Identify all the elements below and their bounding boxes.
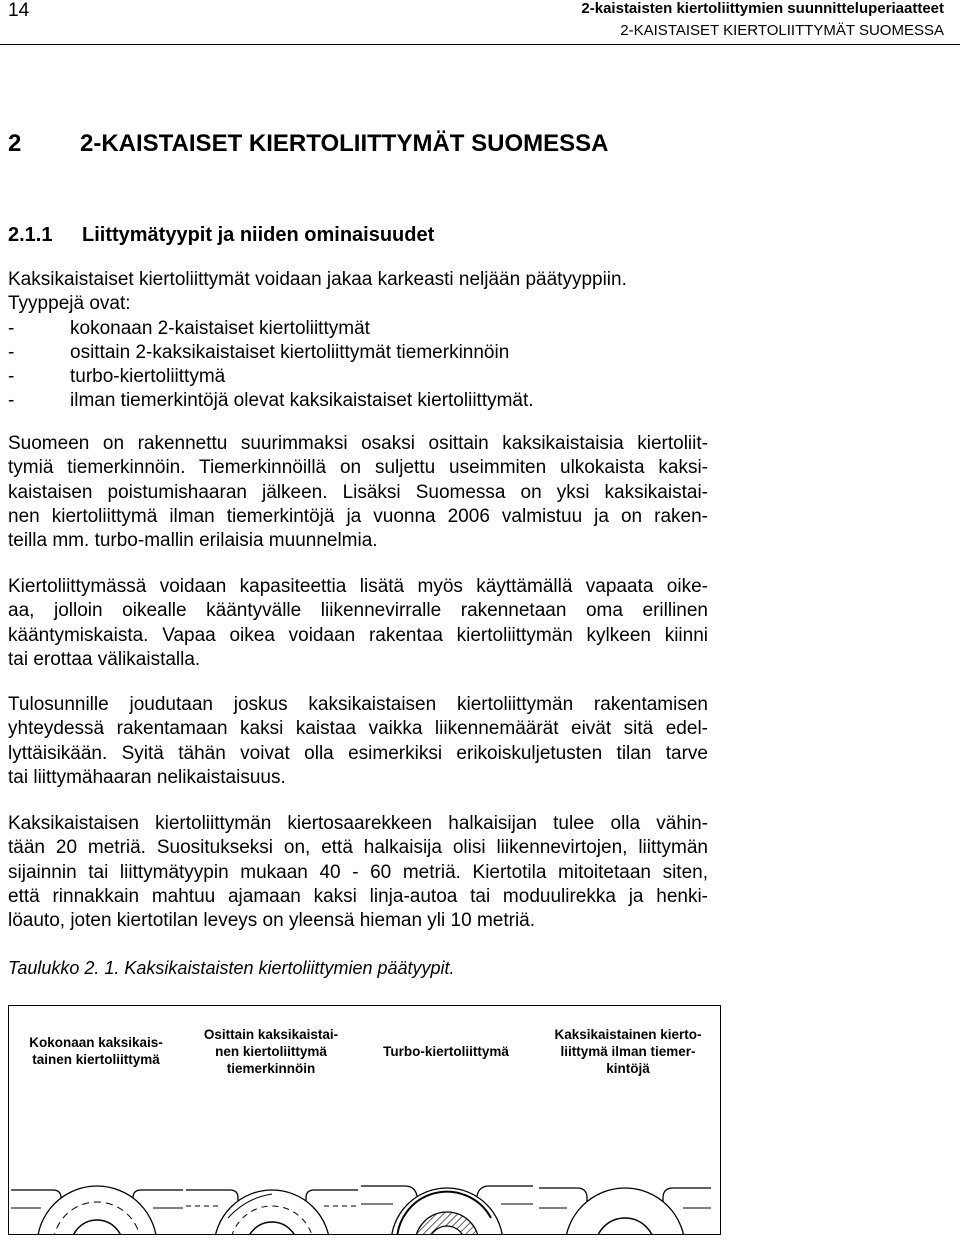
- paragraph-line: teilla mm. turbo-mallin erilaisia muunnelmia.: [8, 530, 378, 552]
- list-item-text: turbo-kiertoliittymä: [70, 366, 226, 388]
- paragraph-line: kääntymiskaista. Vapaa oikea voidaan rakentaa kiertoliittymän kylkeen kiinni: [8, 624, 708, 646]
- subsection-number: 2.1.1: [8, 224, 53, 246]
- header-line: Turbo-kiertoliittymä: [383, 1043, 509, 1059]
- paragraph-line: kaistaisen poistumishaaran jälkeen. Lisäksi Suomessa on yksi kaksikaistai-: [8, 481, 708, 503]
- header-line: tainen kiertoliittymä: [32, 1052, 160, 1067]
- paragraph-line: nen kiertoliittymä ilman tiemerkintöjä ja vuonna 2006 valmistuu ja on raken-: [8, 505, 708, 527]
- header-line: Osittain kaksikaistai-: [203, 1026, 339, 1042]
- unmarked-two-lane-roundabout-icon: [539, 1098, 711, 1234]
- table-header-cell: [10, 1020, 182, 1082]
- list-item: [8, 317, 708, 341]
- paragraph-line: lyttäisikään. Syitä tähän voivat olla esimerkiksi erikoiskuljetusten tilan tarve: [8, 742, 708, 764]
- section-title: 2-KAISTAISET KIERTOLIITTYMÄT SUOMESSA: [80, 130, 609, 157]
- list-dash: -: [8, 390, 15, 412]
- subsection-heading: [8, 224, 434, 247]
- paragraph-line: löauto, joten kiertotilan leveys on yleensä hieman yli 10 metriä.: [8, 910, 536, 932]
- roundabout-types-table: [8, 1005, 721, 1235]
- paragraph-line: tai liittymähaaran nelikaistaisuus.: [8, 766, 286, 788]
- paragraph-line: Kaksikaistaiset kiertoliittymät voidaan jakaa karkeasti neljään päätyyppiin.: [8, 269, 627, 290]
- paragraph-dimensions: [8, 812, 708, 933]
- paragraph-line: Kaksikaistaisen kiertoliittymän kiertosaarekkeen halkaisijan tulee olla vähin-: [8, 813, 708, 834]
- paragraph-finnish-roundabouts: [8, 432, 708, 553]
- section-heading: [8, 130, 608, 158]
- header-line: liittymä ilman tiemer-: [560, 1043, 696, 1059]
- paragraph-line: sijainnin tai liittymätyypin mukaan 40 - 60 metriä. Kiertotila mitoitetaan siten,: [8, 861, 708, 883]
- turbo-roundabout-icon: [361, 1098, 533, 1234]
- list-dash: -: [8, 341, 15, 363]
- list-item: [8, 365, 708, 389]
- table-caption: Taulukko 2. 1. Kaksikaistaisten kiertoliittymien päätyypit.: [8, 958, 455, 978]
- running-header-chapter: 2-KAISTAISET KIERTOLIITTYMÄT SUOMESSA: [620, 22, 944, 39]
- paragraph-intro: [8, 268, 708, 414]
- list-item-text: osittain 2-kaksikaistaiset kiertoliittymät tiemerkinnöin: [70, 341, 510, 363]
- list-dash: -: [8, 317, 15, 339]
- running-header-title: 2-kaistaisten kiertoliittymien suunnitteluperiaatteet: [581, 0, 944, 17]
- list-item-text: ilman tiemerkintöjä olevat kaksikaistaiset kiertoliittymät.: [70, 390, 534, 412]
- subsection-title: Liittymätyypit ja niiden ominaisuudet: [82, 224, 435, 246]
- header-line: nen kiertoliittymä: [215, 1043, 327, 1059]
- list-item: [8, 341, 708, 365]
- paragraph-line: että rinnakkain mahtuu ajamaan kaksi linja-autoa tai moduulirekka ja henki-: [8, 885, 708, 907]
- header-divider: [0, 44, 960, 45]
- paragraph-line: yhteydessä rakentamaan kaksi kaistaa vaikka liikennemäärät eivät sitä edel-: [8, 718, 708, 740]
- header-line: tiemerkinnöin: [226, 1060, 316, 1076]
- two-lane-roundabout-icon: [11, 1098, 183, 1234]
- paragraph-line: Tyyppejä ovat:: [8, 293, 131, 315]
- paragraph-line: Suomeen on rakennettu suurimmaksi osaksi osittain kaksikaistaisia kiertoliit-: [8, 433, 708, 454]
- header-line: kintöjä: [606, 1060, 650, 1076]
- list-dash: -: [8, 366, 15, 388]
- paragraph-line: tymiä tiemerkinnöin. Tiemerkinnöillä on suljettu useimmiten ulkokaista kaksi-: [8, 457, 708, 479]
- paragraph-line: aa, jolloin oikealle kääntyvälle liikennevirralle rakennetaan oma erillinen: [8, 600, 708, 622]
- paragraph-line: Kiertoliittymässä voidaan kapasiteettia lisätä myös käyttämällä vapaata oike-: [8, 576, 708, 597]
- paragraph-line: tai erottaa välikaistalla.: [8, 648, 201, 670]
- header-line: Kokonaan kaksikais-: [29, 1035, 163, 1050]
- paragraph-line: tään 20 metriä. Suositukseksi on, että halkaisija olisi liikennevirtojen, liittymän: [8, 837, 708, 859]
- header-line: Kaksikaistainen kierto-: [554, 1026, 702, 1042]
- page-number: 14: [8, 0, 30, 21]
- paragraph-approaches: [8, 693, 708, 790]
- paragraph-capacity: [8, 575, 708, 672]
- table-header-cell: [360, 1020, 532, 1082]
- paragraph-line: Tulosunnille joudutaan joskus kaksikaistaisen kiertoliittymän rakentamisen: [8, 694, 708, 715]
- table-header-cell: [535, 1020, 721, 1082]
- list-item-text: kokonaan 2-kaistaiset kiertoliittymät: [70, 317, 370, 339]
- list-item: [8, 389, 708, 413]
- section-number: 2: [8, 130, 22, 157]
- table-header-cell: [185, 1020, 357, 1082]
- partial-two-lane-roundabout-icon: [186, 1098, 358, 1234]
